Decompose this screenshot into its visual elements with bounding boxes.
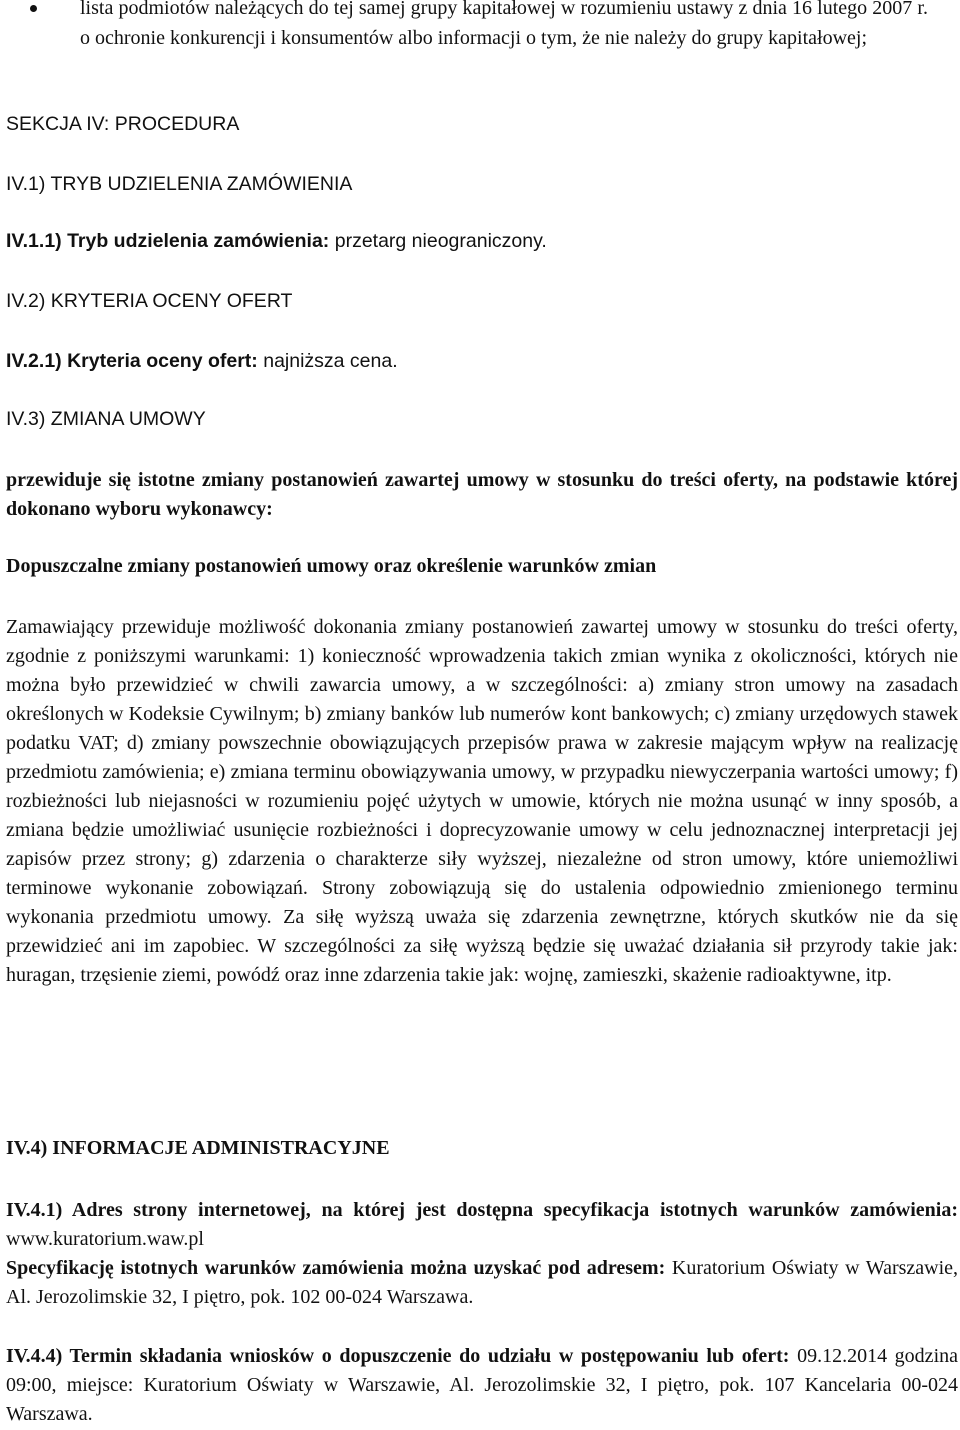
iv2-heading: IV.2) KRYTERIA OCENY OFERT — [6, 290, 293, 312]
iv4-item1 — [6, 1196, 958, 1312]
iv4-item1-label: IV.4.1) Adres strony internetowej, na której jest dostępna specyfikacja istotnych warunków zamówienia: — [6, 1199, 958, 1221]
iv3-subheading — [6, 555, 958, 578]
bullet-item-text: lista podmiotów należących do tej samej grupy kapitałowej w rozumieniu ustawy z dnia 16 lutego 2007 r. o ochronie konkurencji i konsumentów albo informacji o tym, że nie należy do grupy kapitałowej; — [80, 0, 928, 49]
iv4-item4-label: IV.4.4) Termin składania wniosków o dopuszczenie do udziału w postępowaniu lub ofert: — [6, 1345, 790, 1367]
iv3-intro — [6, 466, 958, 524]
bullet-list — [0, 0, 928, 53]
iv2-item-label: IV.2.1) Kryteria oceny ofert: — [6, 350, 258, 372]
iv1-heading: IV.1) TRYB UDZIELENIA ZAMÓWIENIA — [6, 173, 353, 195]
iv4-item4 — [6, 1342, 958, 1429]
iv2-item — [6, 350, 958, 373]
iv1-item-label: IV.1.1) Tryb udzielenia zamówienia: — [6, 230, 330, 252]
iv4-item1b-value: Kuratorium Oświaty w Warszawie, Al. Jerozolimskie 32, I piętro, pok. 102 00-024 Warszawa. — [6, 1257, 959, 1308]
website-url: www.kuratorium.waw.pl — [6, 1228, 204, 1250]
iv3-body: Zamawiający przewiduje możliwość dokonania zmiany postanowień zawartej umowy w stosunku do treści oferty, zgodnie z poniższymi warunkami: 1) konieczność wprowadzenia takich zmian wynika z okoliczności, których nie można było przewidzieć w chwili zawarcia umowy, a w szczególności: a) zmiany stron umowy na zasadach określonych w Kodeksie Cywilnym; b) zmiany banków lub numerów kont bankowych; c) zmiany urzędowych stawek podatku VAT; d) zmiany powszechnie obowiązujących przepisów prawa w zakresie mającym wpływ na realizację przedmiotu zamówienia; e) zmiana terminu obowiązywania umowy, w przypadku niewyczerpania wartości umowy; f) rozbieżności lub niejasności w rozumieniu pojęć użytych w umowie, których nie można usunąć w inny sposób, a zmiana będzie umożliwiać usunięcie rozbieżności i doprecyzowanie umowy w celu jednoznacznej interpretacji jej zapisów przez strony; g) zdarzenia o charakterze siły wyższej, niezależne od stron umowy, które uniemożliwi terminowe wykonanie zobowiązań. Strony zobowiązują się do ustalenia odpowiednio zmienionego terminu wykonania przedmiotu umowy. Za siłę wyższą uważa się zdarzenia zewnętrzne, których skutków nie da się przewidzieć ani im zapobiec. W szczególności za siłę wyższą będzie się uważać działania sił przyrody takie jak: huragan, trzęsienie ziemi, powódź oraz inne zdarzenia takie jak: wojnę, zamieszki, skażenie radioaktywne, itp. — [6, 616, 958, 986]
bullet-item — [0, 0, 928, 53]
iv3-heading: IV.3) ZMIANA UMOWY — [6, 408, 206, 430]
iv3-intro-text: przewiduje się istotne zmiany postanowień zawartej umowy w stosunku do treści oferty, na podstawie której dokonano wyboru wykonawcy: — [6, 469, 958, 520]
iv1-item — [6, 230, 958, 253]
iv1-item-value: przetarg nieograniczony. — [334, 230, 547, 252]
iv3-subheading-text: Dopuszczalne zmiany postanowień umowy oraz określenie warunków zmian — [6, 555, 657, 577]
iv4-heading-text: IV.4) INFORMACJE ADMINISTRACYJNE — [6, 1137, 390, 1159]
iv4-item4-value: 09.12.2014 godzina 09:00, miejsce: Kuratorium Oświaty w Warszawie, Al. Jerozolimskie 32, I piętro, pok. 107 Kancelaria 00-024 Warszawa. — [6, 1345, 958, 1425]
iv4-heading — [6, 1137, 958, 1160]
iv4-item1b-label: Specyfikację istotnych warunków zamówienia można uzyskać pod adresem: — [6, 1257, 666, 1279]
bullet-icon — [30, 5, 37, 12]
iv2-item-value: najniższa cena. — [263, 350, 398, 372]
section-title: SEKCJA IV: PROCEDURA — [6, 113, 240, 135]
